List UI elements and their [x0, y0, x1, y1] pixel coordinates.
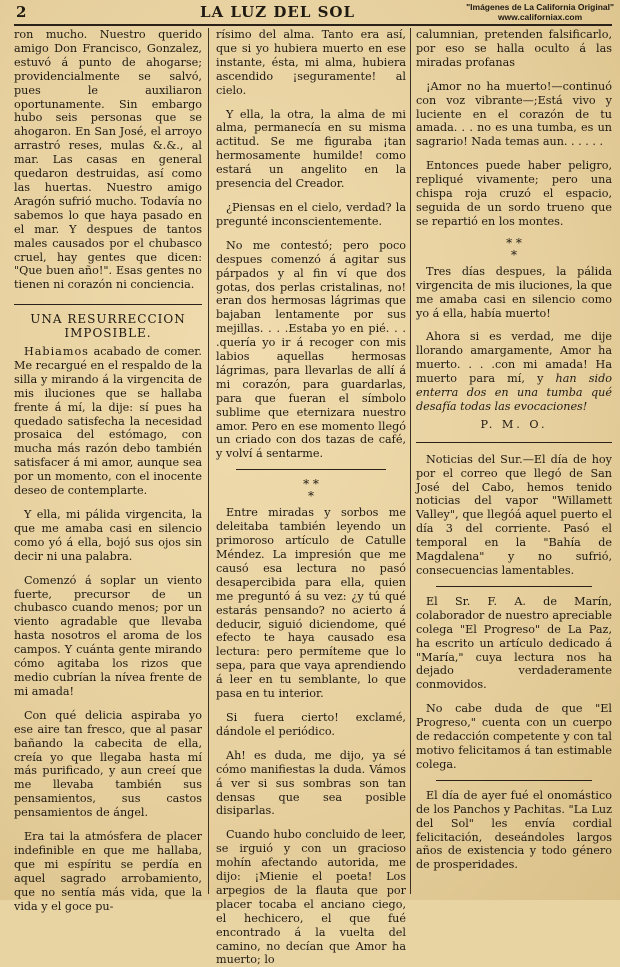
paragraph: Si fuera cierto! exclamé, dándole el periódico. — [216, 710, 406, 738]
news-item: El día de ayer fué el onomástico de los Panchos y Pachitas. "La Luz del Sol" les envía cordial felicitación, deseándoles largos años de existencia y todo género de prosperidades. — [416, 788, 612, 872]
news-item: No cabe duda de que "El Progreso," cuenta con un cuerpo de redacción competente y con tal motivo felicitamos á tan estimable colega. — [416, 702, 612, 771]
credit-block — [466, 2, 614, 22]
header-rule — [14, 24, 612, 26]
section-title: UNA RESURRECCION IMPOSIBLE. — [14, 304, 202, 341]
news-item: Noticias del Sur.—El día de hoy por el correo que llegó de San José del Cabo, hemos tenido noticias del vapor "Willamett Valley", que llegóá aquel puerto el día 3 del corriente. Pasó el temporal en la "Bahía de Magdalena" y no sufrió, consecuencias lamentables. — [416, 452, 612, 577]
paragraph: No me contestó; pero poco despues comenzó á agitar sus párpados y al fin ví que dos gotas, dos perlas cristalinas, no! eran dos hermosas lágrimas que bajaban lentamente por sus mejillas. . . .Estaba yo en pié. . . .quería yo ir á recoger con mis labios aquellas hermosas lágrimas, para llevarlas de allí á mi corazón, para guardarlas, para que fueran el símbolo sublime que eternizara nuestro amor. Pero en ese momento llegó un criado con dos tazas de café, y volví á sentarme. — [216, 238, 406, 461]
newspaper-title: LA LUZ DEL SOL — [200, 3, 356, 21]
author-signature: P. M. O. — [480, 417, 548, 431]
paragraph: Y ella, la otra, la alma de mi alma, permanecía en su misma actitud. Se me figuraba ¡tan hermosamente humilde! como estará un angelito en la presencia del Creador. — [216, 107, 406, 191]
news-item: El Sr. F. A. de Marín, colaborador de nuestro apreciable colega "El Progreso" de La Paz, ha escrito un artículo dedicado á "María," cuya lectura nos ha dejado verdaderamente conmovidos. — [416, 594, 612, 692]
asterism: * * * — [506, 235, 522, 262]
divider — [416, 442, 612, 443]
paragraph: Entre miradas y sorbos me deleitaba también leyendo un primoroso artículo de Catulle Méndez. La impresión que me causó esa lectura no pasó desapercibida para ella, quien me preguntó á su vez: ¿y tú qué estarás pensando? no acierto á deducir, siguió diciendome, qué efecto te haya causado esa lectura: pero permíteme que lo sepa, para que vaya aprendiendo á leer en tu semblante, lo que pasa en tu interior. — [216, 506, 406, 701]
column-separator-1 — [208, 28, 209, 894]
page-number: 2 — [16, 3, 27, 21]
divider — [436, 780, 592, 781]
paragraph: Con qué delicia aspiraba yo ese aire tan fresco, que al pasar bañando la cabecita de ella, creía yo que llegaba hasta mí más purificado, y aun creeí que me llevaba también sus pensamientos, sus castos pensamientos de ángel. — [14, 708, 202, 820]
paragraph: rísimo del alma. Tanto era así, que si yo hubiera muerto en ese instante, ésta, mi alma, hubiera ascendido ¡seguramente! al cielo. — [216, 28, 406, 97]
page-header — [0, 0, 620, 24]
divider — [436, 586, 592, 587]
paragraph: Comenzó á soplar un viento fuerte, precursor de un chubasco cuando menos; por un viento agradable que llevaba hasta nosotros el aroma de los campos. Y cuánta gente mirando cómo agitaba los rizos que medio cubrían la nívea frente de mi amada! — [14, 573, 202, 698]
paragraph-text: acabado de comer. Me recargué en el respaldo de la silla y mirando á la virgencita de mis iluciones que se hallaba frente á mí, la dije: sí pues ha quedado satisfecha la necesidad prosaica del estómago, con mucha más razón debo también satisfacer á mi amor, aunque sea por un momento, con el inocente deseo de contemplarte. — [14, 345, 202, 498]
column-separator-2 — [410, 28, 411, 894]
paragraph: ¿Piensas en el cielo, verdad? la pregunté inconscientemente. — [216, 200, 406, 228]
paragraph: Y ella, mi pálida virgencita, la que me amaba casi en silencio como yó á ella, bojó sus ojos sin decir ni una palabra. — [14, 508, 202, 563]
paragraph — [416, 330, 612, 413]
divider — [236, 469, 386, 470]
credit-line-1: "Imágenes de La California Original" — [466, 2, 614, 12]
paragraph: Ah! es duda, me dijo, ya sé cómo manifiestas la duda. Vámos á ver si sus sombras son tan densas que sea posible disiparlas. — [216, 748, 406, 818]
paragraph: Tres días despues, la pálida virgencita de mis iluciones, la que me amaba casi en silencio como yo á ella, había muerto! — [416, 264, 612, 320]
column-2 — [216, 28, 406, 967]
credit-line-2: www.californiax.com — [497, 12, 583, 22]
paragraph: ¡Amor no ha muerto!—continuó con voz vibrante—;Está vivo y luciente en el corazón de tu amada. . . no es una tumba, es un sagrario! Nada temas aun. . . . . . — [416, 79, 612, 149]
column-1 — [14, 28, 202, 913]
column-3 — [416, 28, 612, 894]
paragraph: calumnian, pretenden falsificarlo, por eso se halla oculto á las miradas profanas — [416, 28, 612, 69]
paragraph: Entonces puede haber peligro, repliqué vivamente; pero una chispa roja cruzó el espacio, seguida de un sordo trueno que se repartió en los montes. — [416, 159, 612, 228]
paragraph: ron mucho. Nuestro querido amigo Don Francisco, Gonzalez, estuvó á punto de ahogarse; providencialmente se salvó, pues le auxiliaron oportunamente. Sin embargo hubo seis personas que se ahogaron. En San José, el arroyo arrastró reses, mulas &.&., al mar. Las casas en general quedaron destruidas, así como las huertas. Nuestro amigo Aragón sufrió mucho. Todavía no sabemos lo que haya pasado en el mar. Y despues de tantos males causados por el chubasco cruel, hay gentes que dicen: "Que buen año!". Esas gentes no tienen ni corazón ni conciencia. — [14, 28, 202, 292]
paragraph — [14, 345, 202, 498]
paragraph-text: Ahora si es verdad, me dije llorando amargamente, Amor ha muerto. . . .con mi amada! Ha muerto para mí, y — [416, 330, 612, 386]
asterism: * * * — [303, 477, 319, 504]
paragraph: Era tai la atmósfera de placer indefinible en que me hallaba, que mi espíritu se perdía en aquel sagrado arrobamiento, que no sentía más vida, que la vida y el goce pu- — [14, 830, 202, 913]
paragraph: Cuando hubo concluido de leer, se irguió y con un gracioso mohín afectando autorida, me dijo: ¡Mienie el poeta! Los arpegios de la flauta que por placer tocaba el anciano ciego, el hechicero, el que fué encontrado á la vuelta del camino, no decían que Amor ha muerto; lo — [216, 828, 406, 967]
italic-text: han sido enterra dos en una tumba qué desafía todas las evocaciones! — [416, 372, 612, 413]
lead-word: Habiamos — [24, 345, 89, 359]
